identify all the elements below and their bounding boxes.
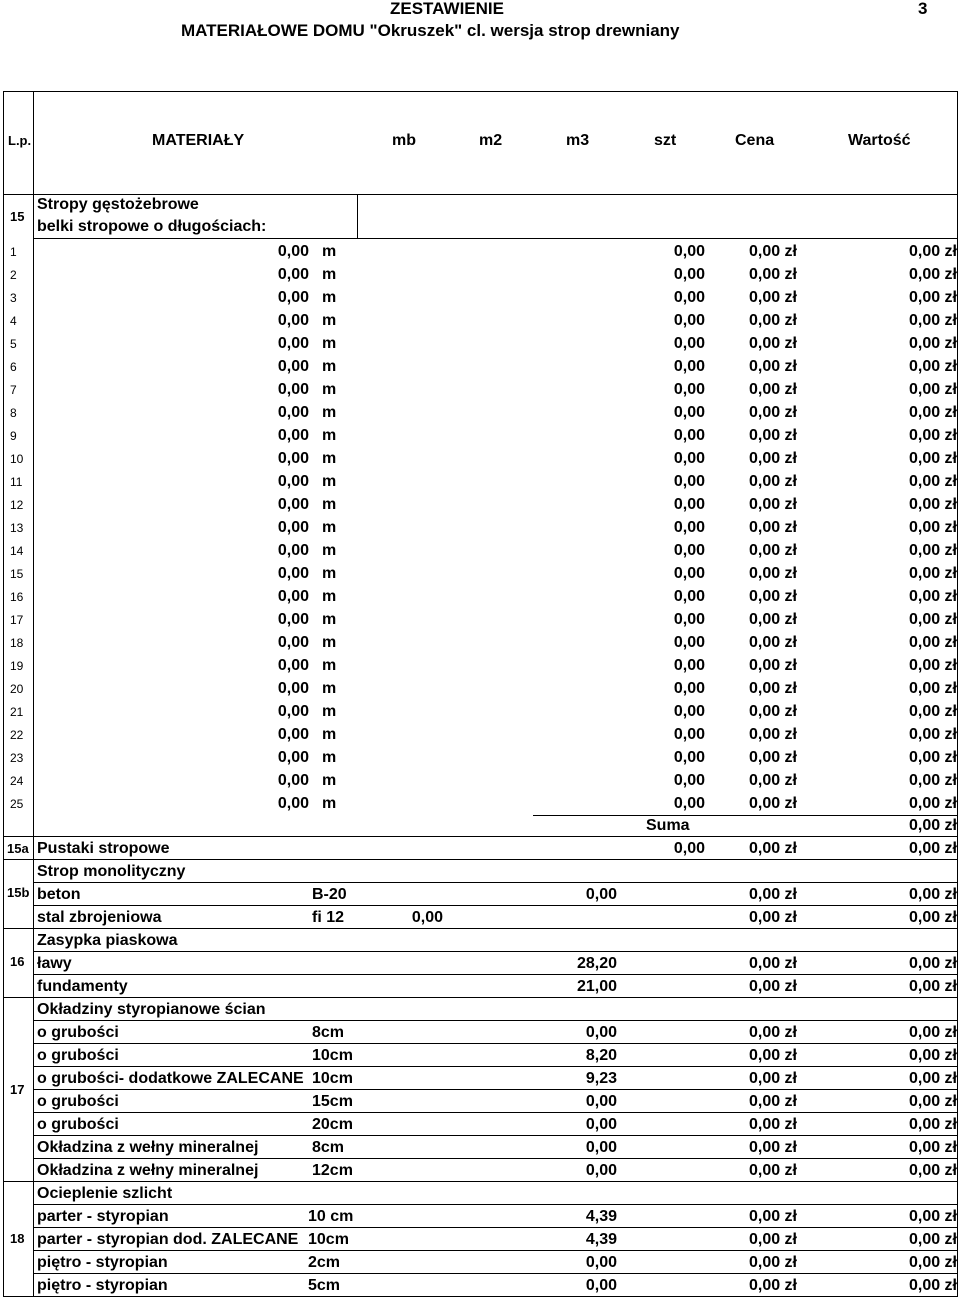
- fundamenty-m3: 21,00: [576, 978, 617, 995]
- beam-row-length: 0,00: [277, 795, 309, 812]
- section15-subheading: belki stropowe o długościach:: [37, 218, 267, 235]
- beam-row-length: 0,00: [277, 703, 309, 720]
- section17-row-label: o grubości: [37, 1024, 119, 1041]
- section15a-label: Pustaki stropowe: [37, 840, 170, 857]
- beam-row-number: 13: [10, 521, 24, 535]
- section18-row-cena: 0,00 zł: [748, 1254, 797, 1271]
- section18-row-label: piętro - styropian: [37, 1277, 168, 1294]
- beam-row-unit: m: [322, 542, 337, 559]
- section17-number: 17: [10, 1082, 25, 1097]
- beam-row-cena: 0,00 zł: [748, 335, 797, 352]
- stal-param: fi 12: [312, 909, 345, 926]
- section17-row-cena: 0,00 zł: [748, 1162, 797, 1179]
- beam-row-unit: m: [322, 266, 337, 283]
- section17-row-wartosc: 0,00 zł: [908, 1116, 957, 1133]
- section17-row-wartosc: 0,00 zł: [908, 1070, 957, 1087]
- beam-row-length: 0,00: [277, 496, 309, 513]
- section17-row-label: Okładzina z wełny mineralnej: [37, 1162, 259, 1179]
- section15b-inner-border: [34, 882, 957, 883]
- beam-row-length: 0,00: [277, 565, 309, 582]
- beton-param: B-20: [312, 886, 347, 903]
- header-materialy: MATERIAŁY: [152, 132, 245, 149]
- section17-row-border: [34, 1135, 957, 1136]
- beam-row-wartosc: 0,00 zł: [908, 795, 957, 812]
- beam-row-wartosc: 0,00 zł: [908, 772, 957, 789]
- section17-heading-border: [34, 1020, 957, 1021]
- beam-row-szt: 0,00: [673, 358, 705, 375]
- beam-row-unit: m: [322, 565, 337, 582]
- beam-row-number: 16: [10, 590, 24, 604]
- beam-row-cena: 0,00 zł: [748, 657, 797, 674]
- section18-row-border: [34, 1227, 957, 1228]
- beam-row-length: 0,00: [277, 611, 309, 628]
- section18-heading-border: [34, 1204, 957, 1205]
- section15b-bottom-border: [3, 928, 958, 929]
- beam-row-wartosc: 0,00 zł: [908, 312, 957, 329]
- section17-row-label: o grubości: [37, 1116, 119, 1133]
- section17-row-border: [34, 1112, 957, 1113]
- section17-row-border: [34, 1089, 957, 1090]
- beton-cena: 0,00 zł: [748, 886, 797, 903]
- beam-row-cena: 0,00 zł: [748, 519, 797, 536]
- beam-row-cena: 0,00 zł: [748, 772, 797, 789]
- lawy-m3: 28,20: [576, 955, 617, 972]
- beam-row-unit: m: [322, 358, 337, 375]
- header-m2: m2: [479, 132, 503, 149]
- beam-row-szt: 0,00: [673, 703, 705, 720]
- beam-row-wartosc: 0,00 zł: [908, 496, 957, 513]
- beam-row-length: 0,00: [277, 588, 309, 605]
- beam-row-wartosc: 0,00 zł: [908, 565, 957, 582]
- header-mb: mb: [392, 132, 416, 149]
- section18-row-m2: 4,39: [585, 1231, 617, 1248]
- beam-row-length: 0,00: [277, 680, 309, 697]
- beam-row-number: 24: [10, 774, 24, 788]
- section15b-inner-border-2: [34, 905, 957, 906]
- stal-mb: 0,00: [411, 909, 443, 926]
- beam-row-szt: 0,00: [673, 404, 705, 421]
- beam-row-length: 0,00: [277, 772, 309, 789]
- section15b-heading: Strop monolityczny: [37, 863, 186, 880]
- beam-row-unit: m: [322, 496, 337, 513]
- section17-row-cena: 0,00 zł: [748, 1116, 797, 1133]
- section17-row-m2: 0,00: [585, 1162, 617, 1179]
- section17-row-m2: 9,23: [585, 1070, 617, 1087]
- beam-row-length: 0,00: [277, 427, 309, 444]
- section17-row-border: [34, 1043, 957, 1044]
- beam-row-wartosc: 0,00 zł: [908, 749, 957, 766]
- section16-heading: Zasypka piaskowa: [37, 932, 178, 949]
- beam-row-wartosc: 0,00 zł: [908, 588, 957, 605]
- beam-row-cena: 0,00 zł: [748, 450, 797, 467]
- section18-heading: Ocieplenie szlicht: [37, 1185, 173, 1202]
- header-wartosc: Wartość: [848, 132, 911, 149]
- beam-row-unit: m: [322, 772, 337, 789]
- beam-row-szt: 0,00: [673, 289, 705, 306]
- section16-number: 16: [10, 954, 25, 969]
- beam-row-wartosc: 0,00 zł: [908, 289, 957, 306]
- section18-row-cena: 0,00 zł: [748, 1277, 797, 1294]
- beam-row-unit: m: [322, 726, 337, 743]
- beam-row-length: 0,00: [277, 657, 309, 674]
- beam-row-number: 20: [10, 682, 24, 696]
- suma-value: 0,00 zł: [908, 817, 957, 834]
- beam-row-wartosc: 0,00 zł: [908, 680, 957, 697]
- section17-row-cena: 0,00 zł: [748, 1070, 797, 1087]
- section17-row-label: Okładzina z wełny mineralnej: [37, 1139, 259, 1156]
- beam-row-wartosc: 0,00 zł: [908, 611, 957, 628]
- stal-label: stal zbrojeniowa: [37, 909, 162, 926]
- beam-row-szt: 0,00: [673, 450, 705, 467]
- beam-row-wartosc: 0,00 zł: [908, 542, 957, 559]
- beam-row-number: 3: [10, 291, 17, 305]
- beam-row-unit: m: [322, 450, 337, 467]
- beam-row-number: 25: [10, 797, 24, 811]
- section15a-wartosc: 0,00 zł: [908, 840, 957, 857]
- beam-row-length: 0,00: [277, 542, 309, 559]
- header-m3: m3: [566, 132, 590, 149]
- beam-row-szt: 0,00: [673, 680, 705, 697]
- beam-row-wartosc: 0,00 zł: [908, 473, 957, 490]
- section18-row-cena: 0,00 zł: [748, 1208, 797, 1225]
- beam-row-szt: 0,00: [673, 473, 705, 490]
- beam-row-length: 0,00: [277, 243, 309, 260]
- page-number: 3: [918, 0, 928, 18]
- beam-row-number: 2: [10, 268, 17, 282]
- section15a-cena: 0,00 zł: [748, 840, 797, 857]
- section15-heading-divider: [357, 195, 358, 238]
- beam-row-unit: m: [322, 312, 337, 329]
- beam-row-cena: 0,00 zł: [748, 243, 797, 260]
- beam-row-number: 18: [10, 636, 24, 650]
- beam-row-cena: 0,00 zł: [748, 726, 797, 743]
- section18-row-param: 10cm: [308, 1231, 349, 1248]
- beam-row-length: 0,00: [277, 519, 309, 536]
- section15-heading-border: [34, 238, 957, 239]
- beam-row-unit: m: [322, 749, 337, 766]
- table-left-border: [3, 91, 4, 1297]
- section18-row-m2: 4,39: [585, 1208, 617, 1225]
- beam-row-cena: 0,00 zł: [748, 634, 797, 651]
- beam-row-cena: 0,00 zł: [748, 795, 797, 812]
- beam-row-unit: m: [322, 795, 337, 812]
- stal-wartosc: 0,00 zł: [908, 909, 957, 926]
- section18-row-label: parter - styropian dod. ZALECANE: [37, 1231, 299, 1248]
- beam-row-length: 0,00: [277, 289, 309, 306]
- section18-row-wartosc: 0,00 zł: [908, 1254, 957, 1271]
- beam-row-unit: m: [322, 473, 337, 490]
- section17-row-wartosc: 0,00 zł: [908, 1047, 957, 1064]
- beam-row-length: 0,00: [277, 473, 309, 490]
- section16-bottom-border: [3, 997, 958, 998]
- section15-heading: Stropy gęstożebrowe: [37, 196, 199, 213]
- fundamenty-wartosc: 0,00 zł: [908, 978, 957, 995]
- lp-column-divider: [33, 91, 34, 1297]
- document-title-line2: MATERIAŁOWE DOMU "Okruszek" cl. wersja strop drewniany: [181, 21, 680, 40]
- section15a-top-border: [3, 836, 958, 837]
- section17-row-param: 15cm: [312, 1093, 353, 1110]
- section15b-number: 15b: [7, 885, 30, 900]
- beam-row-szt: 0,00: [673, 565, 705, 582]
- section17-row-m2: 8,20: [585, 1047, 617, 1064]
- section18-row-wartosc: 0,00 zł: [908, 1231, 957, 1248]
- beam-row-wartosc: 0,00 zł: [908, 243, 957, 260]
- beam-row-cena: 0,00 zł: [748, 427, 797, 444]
- beam-row-unit: m: [322, 634, 337, 651]
- section15-number: 15: [10, 209, 25, 224]
- beam-row-unit: m: [322, 680, 337, 697]
- section17-row-param: 10cm: [312, 1047, 353, 1064]
- beam-row-number: 6: [10, 360, 17, 374]
- beam-row-szt: 0,00: [673, 772, 705, 789]
- beam-row-number: 19: [10, 659, 24, 673]
- beam-row-number: 4: [10, 314, 17, 328]
- section17-row-cena: 0,00 zł: [748, 1093, 797, 1110]
- beam-row-cena: 0,00 zł: [748, 312, 797, 329]
- lawy-label: ławy: [37, 955, 72, 972]
- beam-row-unit: m: [322, 243, 337, 260]
- beam-row-unit: m: [322, 381, 337, 398]
- beam-row-szt: 0,00: [673, 588, 705, 605]
- beam-row-number: 12: [10, 498, 24, 512]
- section17-row-m2: 0,00: [585, 1093, 617, 1110]
- beam-row-length: 0,00: [277, 404, 309, 421]
- section18-row-label: piętro - styropian: [37, 1254, 168, 1271]
- table-top-border: [3, 91, 958, 92]
- beam-row-wartosc: 0,00 zł: [908, 381, 957, 398]
- beam-row-wartosc: 0,00 zł: [908, 404, 957, 421]
- section16-inner-border: [34, 951, 957, 952]
- section17-row-param: 12cm: [312, 1162, 353, 1179]
- beam-row-unit: m: [322, 335, 337, 352]
- beam-row-wartosc: 0,00 zł: [908, 703, 957, 720]
- beam-row-wartosc: 0,00 zł: [908, 266, 957, 283]
- beam-row-szt: 0,00: [673, 749, 705, 766]
- beam-row-number: 15: [10, 567, 24, 581]
- beam-row-number: 23: [10, 751, 24, 765]
- section18-row-wartosc: 0,00 zł: [908, 1277, 957, 1294]
- beam-row-wartosc: 0,00 zł: [908, 450, 957, 467]
- beam-row-szt: 0,00: [673, 312, 705, 329]
- fundamenty-label: fundamenty: [37, 978, 128, 995]
- beam-row-szt: 0,00: [673, 726, 705, 743]
- beam-row-szt: 0,00: [673, 381, 705, 398]
- beam-row-cena: 0,00 zł: [748, 404, 797, 421]
- beam-row-length: 0,00: [277, 335, 309, 352]
- stal-cena: 0,00 zł: [748, 909, 797, 926]
- beam-row-number: 8: [10, 406, 17, 420]
- beam-row-cena: 0,00 zł: [748, 749, 797, 766]
- beam-row-number: 14: [10, 544, 24, 558]
- beam-row-length: 0,00: [277, 381, 309, 398]
- beam-row-length: 0,00: [277, 726, 309, 743]
- section17-row-cena: 0,00 zł: [748, 1139, 797, 1156]
- header-cena: Cena: [735, 132, 775, 149]
- fundamenty-cena: 0,00 zł: [748, 978, 797, 995]
- beam-row-unit: m: [322, 427, 337, 444]
- section17-row-param: 20cm: [312, 1116, 353, 1133]
- beam-row-wartosc: 0,00 zł: [908, 634, 957, 651]
- section17-row-wartosc: 0,00 zł: [908, 1162, 957, 1179]
- beam-row-cena: 0,00 zł: [748, 703, 797, 720]
- beam-row-unit: m: [322, 611, 337, 628]
- beam-row-cena: 0,00 zł: [748, 266, 797, 283]
- beam-row-length: 0,00: [277, 450, 309, 467]
- beam-row-cena: 0,00 zł: [748, 289, 797, 306]
- beam-row-number: 21: [10, 705, 24, 719]
- beam-row-cena: 0,00 zł: [748, 496, 797, 513]
- section17-row-border: [34, 1158, 957, 1159]
- beam-row-cena: 0,00 zł: [748, 680, 797, 697]
- beam-row-number: 11: [10, 475, 23, 489]
- beton-wartosc: 0,00 zł: [908, 886, 957, 903]
- beam-row-cena: 0,00 zł: [748, 611, 797, 628]
- beam-row-cena: 0,00 zł: [748, 565, 797, 582]
- document-title-line1: ZESTAWIENIE: [390, 0, 504, 18]
- beam-row-wartosc: 0,00 zł: [908, 358, 957, 375]
- section18-row-border: [34, 1250, 957, 1251]
- lawy-wartosc: 0,00 zł: [908, 955, 957, 972]
- section16-inner-border-2: [34, 974, 957, 975]
- suma-underline: [533, 815, 957, 816]
- table-bottom-border: [3, 1296, 958, 1297]
- lawy-cena: 0,00 zł: [748, 955, 797, 972]
- table-right-border: [957, 91, 958, 1297]
- beam-row-cena: 0,00 zł: [748, 358, 797, 375]
- beam-row-szt: 0,00: [673, 427, 705, 444]
- beam-row-szt: 0,00: [673, 611, 705, 628]
- section18-row-wartosc: 0,00 zł: [908, 1208, 957, 1225]
- section17-bottom-border: [3, 1181, 958, 1182]
- beam-row-length: 0,00: [277, 358, 309, 375]
- section17-row-label: o grubości: [37, 1093, 119, 1110]
- beam-row-szt: 0,00: [673, 634, 705, 651]
- section17-row-m2: 0,00: [585, 1024, 617, 1041]
- section18-row-param: 10 cm: [308, 1208, 354, 1225]
- beam-row-szt: 0,00: [673, 243, 705, 260]
- beam-row-length: 0,00: [277, 634, 309, 651]
- beam-row-number: 9: [10, 429, 17, 443]
- section18-row-param: 2cm: [308, 1254, 341, 1271]
- section17-row-label: o grubości: [37, 1047, 119, 1064]
- suma-label: Suma: [646, 817, 690, 834]
- beam-row-cena: 0,00 zł: [748, 542, 797, 559]
- beam-row-number: 10: [10, 452, 24, 466]
- section18-row-cena: 0,00 zł: [748, 1231, 797, 1248]
- beam-row-number: 7: [10, 383, 17, 397]
- section17-heading: Okładziny styropianowe ścian: [37, 1001, 266, 1018]
- beam-row-szt: 0,00: [673, 519, 705, 536]
- beam-row-number: 1: [10, 245, 17, 259]
- header-szt: szt: [654, 132, 677, 149]
- section15a-number: 15a: [7, 841, 29, 856]
- beam-row-wartosc: 0,00 zł: [908, 335, 957, 352]
- section18-row-param: 5cm: [308, 1277, 341, 1294]
- section17-row-border: [34, 1066, 957, 1067]
- beam-row-szt: 0,00: [673, 266, 705, 283]
- beam-row-wartosc: 0,00 zł: [908, 657, 957, 674]
- section17-row-param: 8cm: [312, 1139, 345, 1156]
- beam-row-cena: 0,00 zł: [748, 588, 797, 605]
- beam-row-szt: 0,00: [673, 542, 705, 559]
- beam-row-length: 0,00: [277, 312, 309, 329]
- beam-row-szt: 0,00: [673, 496, 705, 513]
- beam-row-wartosc: 0,00 zł: [908, 427, 957, 444]
- beam-row-szt: 0,00: [673, 335, 705, 352]
- beam-row-wartosc: 0,00 zł: [908, 519, 957, 536]
- header-bottom-border: [3, 194, 958, 195]
- section18-number: 18: [10, 1231, 25, 1246]
- beam-row-unit: m: [322, 588, 337, 605]
- section17-row-m2: 0,00: [585, 1116, 617, 1133]
- beam-row-number: 17: [10, 613, 24, 627]
- section17-row-label: o grubości- dodatkowe ZALECANE: [37, 1070, 304, 1087]
- beam-row-number: 22: [10, 728, 24, 742]
- section17-row-wartosc: 0,00 zł: [908, 1024, 957, 1041]
- section18-row-m2: 0,00: [585, 1277, 617, 1294]
- beam-row-wartosc: 0,00 zł: [908, 726, 957, 743]
- section17-row-cena: 0,00 zł: [748, 1024, 797, 1041]
- beam-row-unit: m: [322, 404, 337, 421]
- section17-row-m2: 0,00: [585, 1139, 617, 1156]
- section17-row-param: 8cm: [312, 1024, 345, 1041]
- beam-row-length: 0,00: [277, 266, 309, 283]
- beam-row-cena: 0,00 zł: [748, 473, 797, 490]
- beam-row-unit: m: [322, 519, 337, 536]
- beam-row-number: 5: [10, 337, 17, 351]
- section15a-bottom-border: [3, 859, 958, 860]
- section15a-szt: 0,00: [673, 840, 705, 857]
- beton-m3: 0,00: [585, 886, 617, 903]
- section17-row-wartosc: 0,00 zł: [908, 1139, 957, 1156]
- section17-row-wartosc: 0,00 zł: [908, 1093, 957, 1110]
- beam-row-szt: 0,00: [673, 657, 705, 674]
- beam-row-unit: m: [322, 703, 337, 720]
- section18-row-border: [34, 1273, 957, 1274]
- beam-row-unit: m: [322, 657, 337, 674]
- beton-label: beton: [37, 886, 81, 903]
- beam-row-cena: 0,00 zł: [748, 381, 797, 398]
- section18-row-label: parter - styropian: [37, 1208, 169, 1225]
- beam-row-szt: 0,00: [673, 795, 705, 812]
- header-lp: L.p.: [8, 133, 32, 148]
- section17-row-cena: 0,00 zł: [748, 1047, 797, 1064]
- section18-row-m2: 0,00: [585, 1254, 617, 1271]
- section17-row-param: 10cm: [312, 1070, 353, 1087]
- beam-row-unit: m: [322, 289, 337, 306]
- beam-row-length: 0,00: [277, 749, 309, 766]
